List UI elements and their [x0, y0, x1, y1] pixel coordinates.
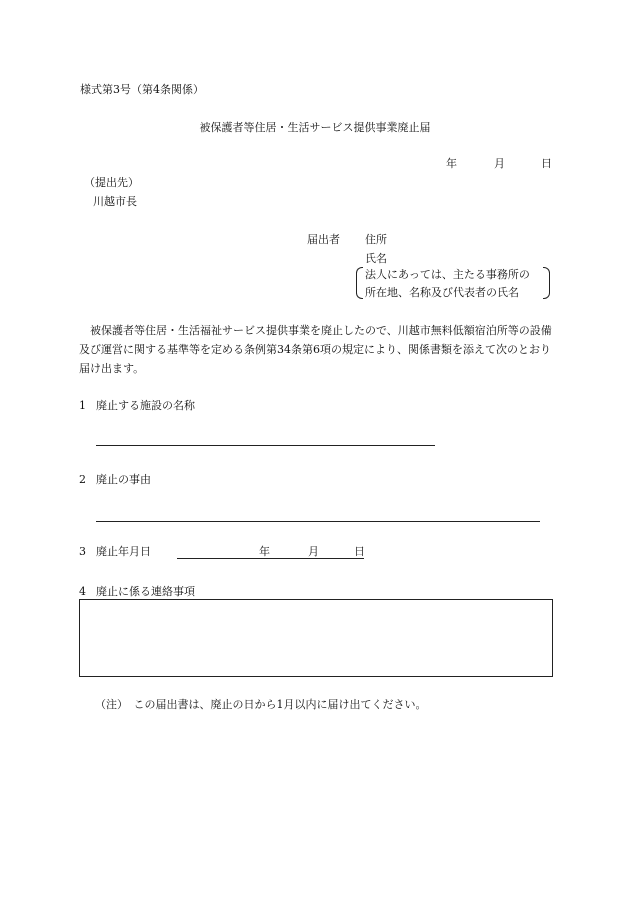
- footnote: （注） この届出書は、廃止の日から1月以内に届け出てください。: [95, 698, 427, 711]
- facility-name-field[interactable]: [96, 445, 435, 446]
- right-bracket: [543, 267, 550, 299]
- abolition-date-field[interactable]: [177, 558, 364, 559]
- recipient-name: 川越市長: [93, 195, 137, 208]
- corporate-note: [356, 266, 550, 300]
- address-label: 住所: [365, 233, 387, 246]
- abolition-year-label: 年: [259, 545, 270, 558]
- recipient-label: （提出先）: [84, 176, 139, 189]
- item-1: [79, 399, 195, 412]
- item-4: [79, 585, 195, 598]
- left-bracket: [356, 267, 363, 299]
- document-title: 被保護者等住居・生活サービス提供事業廃止届: [199, 121, 431, 134]
- date-year-label: 年: [446, 157, 457, 170]
- date-month-label: 月: [494, 157, 505, 170]
- item-label: 廃止に係る連絡事項: [96, 585, 195, 598]
- item-number: 4: [79, 585, 86, 598]
- submitter-label: 届出者: [307, 233, 340, 246]
- item-label: 廃止の事由: [96, 473, 151, 486]
- form-number: 様式第3号（第4条関係）: [80, 83, 204, 96]
- corporate-note-line: 所在地、名称及び代表者の氏名: [365, 286, 519, 299]
- item-number: 3: [79, 545, 86, 558]
- name-label: 氏名: [365, 252, 387, 265]
- item-number: 2: [79, 473, 86, 486]
- corporate-note-line: 法人にあっては、主たる事務所の: [365, 268, 530, 281]
- item-3: [79, 545, 151, 558]
- abolition-month-label: 月: [308, 545, 319, 558]
- item-label: 廃止年月日: [96, 545, 151, 558]
- body-text: 被保護者等住居・生活福祉サービス提供事業を廃止したので、川越市無料低額宿泊所等の設備及び運営に関する基準等を定める条例第34条第6項の規定により、関係書類を添えて次のとおり届け出ます。: [79, 324, 552, 375]
- reason-field[interactable]: [96, 521, 540, 522]
- item-2: [79, 473, 151, 486]
- date-day-label: 日: [541, 157, 552, 170]
- abolition-day-label: 日: [354, 545, 365, 558]
- contact-notes-box[interactable]: [79, 599, 553, 677]
- item-number: 1: [79, 399, 86, 412]
- item-label: 廃止する施設の名称: [96, 399, 195, 412]
